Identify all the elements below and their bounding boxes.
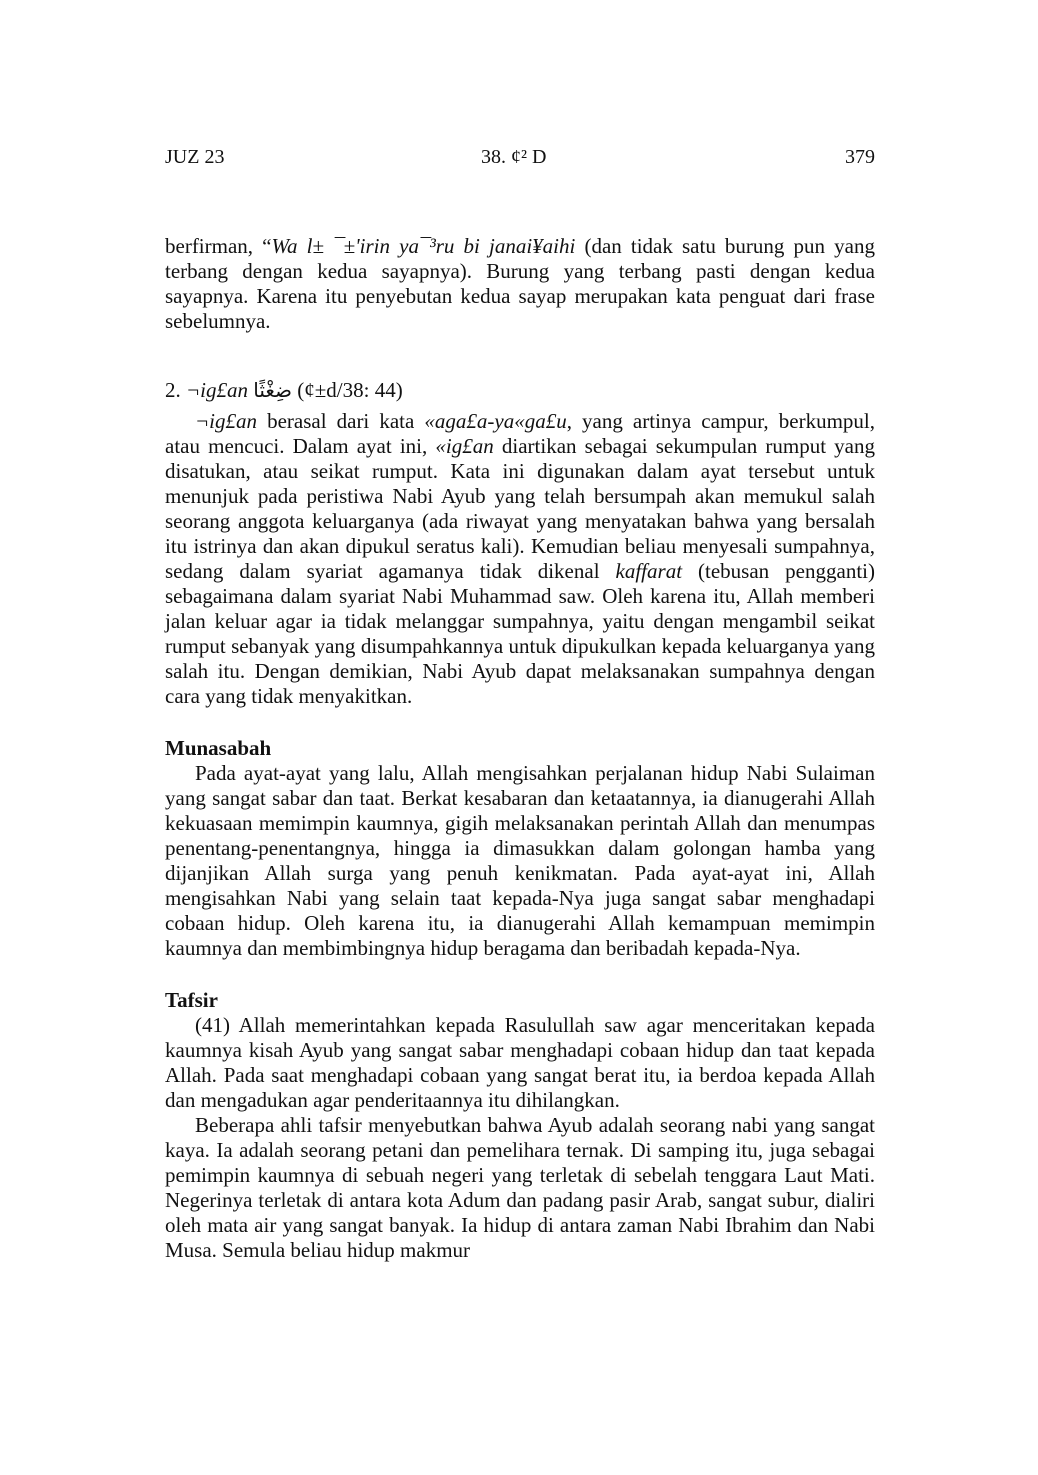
def-italic-4: kaffarat (615, 559, 683, 583)
item-reference: (¢±d/38: 44) (297, 378, 403, 402)
definition-paragraph (165, 409, 875, 709)
intro-paragraph (165, 234, 875, 334)
page-body (165, 234, 875, 1263)
munasabah-paragraph: Pada ayat-ayat yang lalu, Allah mengisahkan perjalanan hidup Nabi Sulaiman yang sangat sabar dan taat. Berkat kesabaran dan ketaatannya, ia dianugerahi Allah kekuasaan memimpin kaumnya, gigih melaksanakan perintah Allah dan menumpas penentang-penentangnya, hingga ia dimasukkan dalam golongan hamba yang dijanjikan Allah surga yang penuh kenikmatan. Pada ayat-ayat ini, Allah mengisahkan Nabi yang selain taat kepada-Nya juga sangat sabar menghadapi cobaan hidup. Oleh karena itu, ia dianugerahi Allah kemampuan memimpin kaumnya dan membimbingnya hidup beragama dan beribadah kepada-Nya. (165, 761, 875, 960)
item-number: 2. (165, 378, 186, 402)
intro-italic-quote: Wa l± ¯±'irin ya¯³ru bi janai¥aihi (271, 234, 576, 258)
def-italic-2: «aga£a-ya«ga£u (424, 409, 567, 433)
item-arabic: ضِغْثًا (253, 378, 293, 402)
vocab-item-title (165, 378, 875, 403)
juz-label: JUZ 23 (165, 146, 225, 168)
tafsir-paragraph-1: (41) Allah memerintahkan kepada Rasulullah saw agar menceritakan kepada kaumnya kisah Ayub yang sangat sabar menghadapi cobaan hidup dan taat kepada Allah. Pada saat menghadapi cobaan yang sangat berat itu, ia berdoa kepada Allah dan mengadukan agar penderitaannya itu dihilangkan. (165, 1013, 875, 1112)
page-number: 379 (845, 146, 875, 168)
def-text-2: , yang artinya campur, berkumpul, atau mencuci. Dalam ayat ini, (165, 409, 875, 458)
page-header (165, 146, 875, 172)
intro-text-1: berfirman, “ (165, 234, 272, 258)
def-italic-1: ¬ig£an (195, 409, 258, 433)
tafsir-paragraph-2: Beberapa ahli tafsir menyebutkan bahwa Ayub adalah seorang nabi yang sangat kaya. Ia adalah seorang petani dan pemelihara ternak. Di samping itu, juga sebagai pemimpin kaumnya di sebuah negeri yang terletak di sebelah tenggara Laut Mati. Negerinya terletak di antara kota Adum dan padang pasir Arab, sangat subur, dialiri oleh mata air yang sangat banyak. Ia hidup di antara zaman Nabi Ibrahim dan Nabi Musa. Semula beliau hidup makmur (165, 1113, 875, 1262)
def-text-3: diartikan sebagai sekumpulan rumput yang disatukan, atau seikat rumput. Kata ini digunakan dalam ayat tersebut untuk menunjuk pada peristiwa Nabi Ayub yang telah bersumpah akan memukul salah seorang anggota keluarganya (ada riwayat yang menyatakan bahwa yang bersalah itu istrinya dan akan dipukul seratus kali). Kemudian beliau menyesali sumpahnya, sedang dalam syariat agamanya tidak dikenal (165, 434, 875, 583)
def-text-4: (tebusan pengganti) sebagaimana dalam syariat Nabi Muhammad saw. Oleh karena itu, Allah memberi jalan keluar agar ia tidak melanggar sumpahnya, yaitu dengan mengambil seikat rumput sebanyak yang disumpahkannya untuk dipukulkan kepada keluarganya yang salah itu. Dengan demikian, Nabi Ayub dapat melaksanakan sumpahnya dengan cara yang tidak menyakitkan. (165, 559, 875, 708)
munasabah-heading: Munasabah (165, 736, 272, 760)
def-text-1: berasal dari kata (257, 409, 425, 433)
item-term: ¬ig£an (186, 378, 249, 402)
surah-label: 38. ¢² D (481, 146, 547, 168)
def-italic-3: «ig£an (435, 434, 494, 458)
tafsir-heading: Tafsir (165, 988, 218, 1012)
intro-text-2: (dan tidak satu burung pun yang terbang dengan kedua sayapnya). Burung yang terbang pasti dengan kedua sayapnya. Karena itu penyebutan kedua sayap merupakan kata penguat dari frase sebelumnya. (165, 234, 875, 333)
